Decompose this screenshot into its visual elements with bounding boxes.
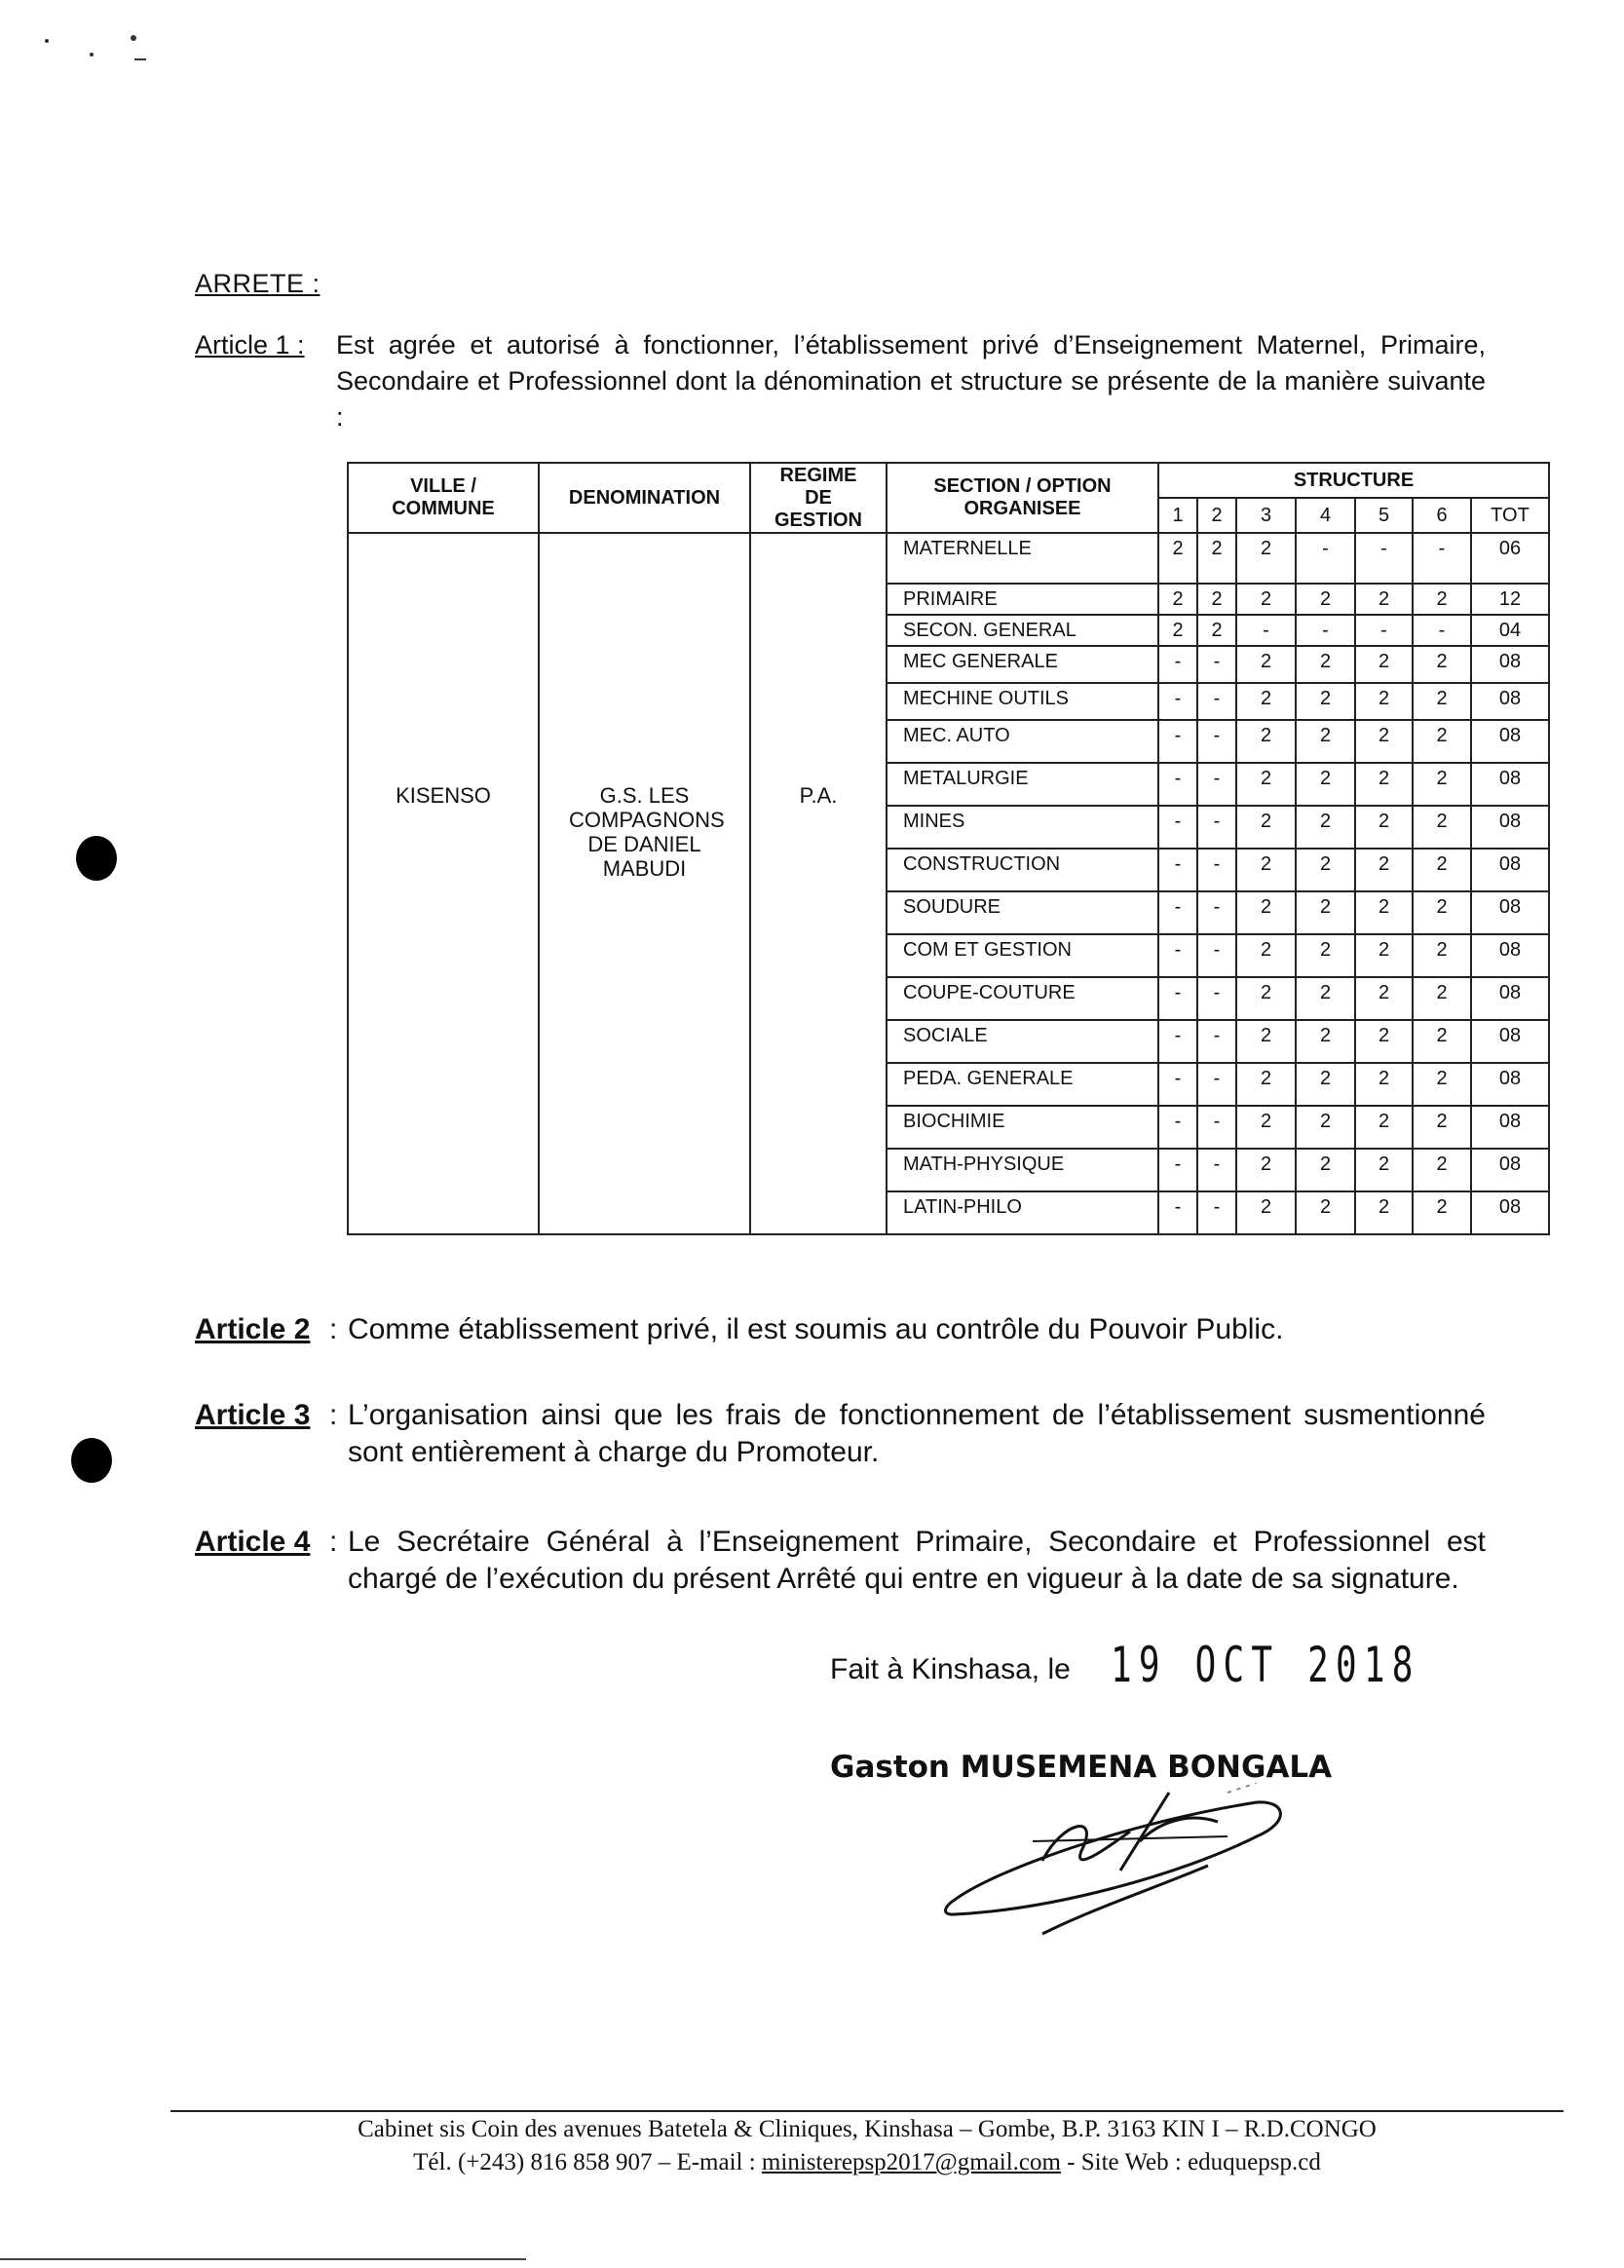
structure-value-cell: -	[1197, 1191, 1236, 1234]
article-3-label: Article 3	[195, 1399, 311, 1431]
structure-value-cell: -	[1158, 1020, 1197, 1063]
structure-value-cell: 04	[1471, 615, 1549, 646]
structure-value-cell: -	[1197, 849, 1236, 891]
article-2	[195, 1311, 1486, 1348]
structure-value-cell: 08	[1471, 1149, 1549, 1191]
structure-value-cell: -	[1158, 1149, 1197, 1191]
structure-value-cell: 2	[1413, 977, 1471, 1020]
footer-email-link[interactable]: ministerepsp2017@gmail.com	[761, 2149, 1061, 2175]
structure-value-cell: 2	[1236, 646, 1296, 683]
signatory-name: Gaston MUSEMENA BONGALA	[830, 1750, 1333, 1785]
section-cell: BIOCHIMIE	[887, 1106, 1158, 1149]
header-ville: VILLE / COMMUNE	[348, 463, 539, 533]
footer-address: Cabinet sis Coin des avenues Batetela & Cliniques, Kinshasa – Gombe, B.P. 3163 KIN I – R.D.CONGO	[358, 2116, 1377, 2142]
structure-value-cell: 12	[1471, 584, 1549, 615]
structure-value-cell: 08	[1471, 977, 1549, 1020]
structure-value-cell: 2	[1355, 1191, 1413, 1234]
structure-value-cell: -	[1197, 1020, 1236, 1063]
structure-table	[347, 462, 1550, 1235]
structure-value-cell: 08	[1471, 683, 1549, 720]
structure-value-cell: 2	[1355, 720, 1413, 763]
structure-value-cell: 2	[1236, 1063, 1296, 1106]
structure-value-cell: 08	[1471, 934, 1549, 977]
structure-value-cell: 2	[1236, 891, 1296, 934]
structure-value-cell: -	[1197, 683, 1236, 720]
section-cell: METALURGIE	[887, 763, 1158, 806]
structure-value-cell: 2	[1413, 646, 1471, 683]
structure-value-cell: 2	[1296, 763, 1355, 806]
section-cell: PEDA. GENERALE	[887, 1063, 1158, 1106]
footer-phone: Tél. (+243) 816 858 907 – E-mail :	[413, 2149, 756, 2175]
structure-value-cell: -	[1158, 763, 1197, 806]
section-cell: MECHINE OUTILS	[887, 683, 1158, 720]
structure-value-cell: 2	[1413, 683, 1471, 720]
section-cell: SOCIALE	[887, 1020, 1158, 1063]
structure-value-cell: -	[1197, 1106, 1236, 1149]
structure-value-cell: -	[1158, 806, 1197, 849]
structure-value-cell: 2	[1296, 720, 1355, 763]
structure-value-cell: 2	[1413, 1063, 1471, 1106]
structure-value-cell: 2	[1413, 720, 1471, 763]
section-cell: MINES	[887, 806, 1158, 849]
article-4-label: Article 4	[195, 1526, 311, 1558]
structure-col-header: 2	[1197, 498, 1236, 533]
footer-website: - Site Web : eduquepsp.cd	[1067, 2149, 1321, 2175]
scan-speck	[134, 58, 146, 60]
structure-value-cell: 2	[1236, 977, 1296, 1020]
section-cell: PRIMAIRE	[887, 584, 1158, 615]
structure-value-cell: 2	[1158, 584, 1197, 615]
article-4-separator: :	[329, 1526, 338, 1558]
structure-value-cell: 2	[1158, 615, 1197, 646]
table-row	[348, 533, 1549, 584]
structure-value-cell: 2	[1236, 1149, 1296, 1191]
structure-col-header: 6	[1413, 498, 1471, 533]
structure-value-cell: 2	[1355, 1106, 1413, 1149]
structure-value-cell: 08	[1471, 891, 1549, 934]
structure-value-cell: 08	[1471, 1020, 1549, 1063]
scan-speck	[131, 35, 136, 41]
structure-value-cell: -	[1197, 763, 1236, 806]
structure-value-cell: 08	[1471, 806, 1549, 849]
structure-value-cell: -	[1158, 720, 1197, 763]
section-cell: COM ET GESTION	[887, 934, 1158, 977]
article-4-text: Le Secrétaire Général à l’Enseignement Primaire, Secondaire et Professionnel est chargé de l’exécution du présent Arrêté qui entre en vigueur à la date de sa signature.	[348, 1526, 1486, 1595]
structure-value-cell: 2	[1296, 849, 1355, 891]
structure-value-cell: 2	[1413, 1106, 1471, 1149]
structure-value-cell: -	[1355, 533, 1413, 584]
section-cell: CONSTRUCTION	[887, 849, 1158, 891]
structure-value-cell: -	[1413, 533, 1471, 584]
punch-hole	[76, 836, 117, 881]
structure-value-cell: 08	[1471, 1106, 1549, 1149]
structure-value-cell: 2	[1236, 683, 1296, 720]
section-cell: MATH-PHYSIQUE	[887, 1149, 1158, 1191]
footer-contact	[170, 2149, 1564, 2176]
structure-value-cell: 2	[1413, 1020, 1471, 1063]
structure-value-cell: 2	[1296, 584, 1355, 615]
structure-value-cell: -	[1296, 533, 1355, 584]
article-2-separator: :	[329, 1313, 338, 1345]
scan-speck	[90, 53, 94, 57]
structure-value-cell: -	[1158, 934, 1197, 977]
structure-value-cell: 08	[1471, 1191, 1549, 1234]
structure-value-cell: 2	[1236, 934, 1296, 977]
structure-value-cell: 06	[1471, 533, 1549, 584]
section-cell: SOUDURE	[887, 891, 1158, 934]
header-section: SECTION / OPTION ORGANISEE	[887, 463, 1158, 533]
article-1-label: Article 1 :	[195, 330, 305, 359]
structure-value-cell: 2	[1296, 1191, 1355, 1234]
structure-value-cell: 2	[1355, 584, 1413, 615]
structure-value-cell: 2	[1355, 763, 1413, 806]
structure-value-cell: 2	[1413, 1149, 1471, 1191]
structure-value-cell: 2	[1236, 720, 1296, 763]
article-1	[195, 327, 1486, 435]
structure-value-cell: -	[1158, 1191, 1197, 1234]
structure-value-cell: 2	[1355, 849, 1413, 891]
section-cell: COUPE-COUTURE	[887, 977, 1158, 1020]
structure-col-header: 3	[1236, 498, 1296, 533]
structure-value-cell: 08	[1471, 763, 1549, 806]
structure-value-cell: 2	[1355, 1149, 1413, 1191]
structure-value-cell: 08	[1471, 1063, 1549, 1106]
structure-col-header: 5	[1355, 498, 1413, 533]
structure-value-cell: 2	[1413, 806, 1471, 849]
structure-value-cell: 2	[1197, 533, 1236, 584]
structure-value-cell: 2	[1197, 615, 1236, 646]
structure-value-cell: -	[1236, 615, 1296, 646]
structure-value-cell: 2	[1296, 1063, 1355, 1106]
structure-value-cell: -	[1158, 646, 1197, 683]
article-3-separator: :	[329, 1399, 338, 1431]
date-stamp: 19 OCT 2018	[1111, 1637, 1420, 1693]
header-denomination: DENOMINATION	[539, 463, 750, 533]
structure-value-cell: -	[1158, 849, 1197, 891]
structure-value-cell: 2	[1236, 533, 1296, 584]
structure-value-cell: 08	[1471, 646, 1549, 683]
structure-value-cell: 2	[1296, 646, 1355, 683]
structure-value-cell: 2	[1296, 977, 1355, 1020]
article-4	[195, 1524, 1486, 1598]
section-cell: MEC GENERALE	[887, 646, 1158, 683]
structure-col-header: TOT	[1471, 498, 1549, 533]
structure-value-cell: 2	[1355, 1020, 1413, 1063]
section-cell: MATERNELLE	[887, 533, 1158, 584]
structure-value-cell: -	[1197, 720, 1236, 763]
structure-value-cell: 2	[1413, 849, 1471, 891]
structure-value-cell: 2	[1296, 1106, 1355, 1149]
structure-value-cell: -	[1197, 891, 1236, 934]
structure-value-cell: -	[1158, 977, 1197, 1020]
header-structure: STRUCTURE	[1158, 463, 1549, 498]
structure-value-cell: 2	[1355, 1063, 1413, 1106]
header-regime: REGIME DE GESTION	[750, 463, 887, 533]
structure-value-cell: 2	[1296, 806, 1355, 849]
structure-value-cell: 2	[1413, 934, 1471, 977]
structure-value-cell: 2	[1413, 1191, 1471, 1234]
structure-value-cell: 2	[1296, 1149, 1355, 1191]
structure-value-cell: 2	[1413, 891, 1471, 934]
structure-value-cell: 2	[1236, 806, 1296, 849]
structure-value-cell: 2	[1197, 584, 1236, 615]
structure-value-cell: 2	[1355, 934, 1413, 977]
structure-value-cell: -	[1296, 615, 1355, 646]
section-cell: MEC. AUTO	[887, 720, 1158, 763]
structure-value-cell: -	[1413, 615, 1471, 646]
structure-value-cell: -	[1197, 1149, 1236, 1191]
structure-value-cell: -	[1355, 615, 1413, 646]
structure-value-cell: -	[1158, 1063, 1197, 1106]
structure-value-cell: 08	[1471, 849, 1549, 891]
structure-value-cell: 2	[1296, 891, 1355, 934]
ville-cell: KISENSO	[348, 533, 539, 1234]
section-cell: LATIN-PHILO	[887, 1191, 1158, 1234]
structure-value-cell: -	[1197, 646, 1236, 683]
structure-value-cell: 2	[1236, 849, 1296, 891]
structure-value-cell: -	[1197, 977, 1236, 1020]
structure-value-cell: 2	[1355, 891, 1413, 934]
article-2-text: Comme établissement privé, il est soumis au contrôle du Pouvoir Public.	[348, 1313, 1284, 1345]
structure-value-cell: 2	[1296, 1020, 1355, 1063]
structure-value-cell: 2	[1413, 763, 1471, 806]
arrete-heading: ARRETE :	[195, 269, 321, 298]
structure-value-cell: 2	[1355, 806, 1413, 849]
structure-col-header: 4	[1296, 498, 1355, 533]
structure-value-cell: 2	[1236, 584, 1296, 615]
article-3	[195, 1397, 1486, 1471]
footer-divider	[170, 2110, 1564, 2112]
structure-value-cell: 2	[1355, 646, 1413, 683]
section-cell: SECON. GENERAL	[887, 615, 1158, 646]
structure-value-cell: 2	[1296, 683, 1355, 720]
punch-hole	[71, 1438, 112, 1483]
structure-value-cell: -	[1158, 1106, 1197, 1149]
structure-value-cell: 2	[1236, 1191, 1296, 1234]
structure-value-cell: 2	[1158, 533, 1197, 584]
handwritten-signature	[935, 1783, 1344, 1978]
structure-value-cell: 2	[1355, 683, 1413, 720]
fait-a-kinshasa: Fait à Kinshasa, le	[830, 1653, 1071, 1685]
structure-value-cell: -	[1158, 891, 1197, 934]
article-3-text: L’organisation ainsi que les frais de fonctionnement de l’établissement susmentionné sont entièrement à charge du Promoteur.	[348, 1399, 1486, 1468]
structure-value-cell: 08	[1471, 720, 1549, 763]
structure-value-cell: -	[1197, 934, 1236, 977]
structure-value-cell: -	[1158, 683, 1197, 720]
structure-value-cell: 2	[1236, 1020, 1296, 1063]
structure-value-cell: 2	[1413, 584, 1471, 615]
structure-value-cell: -	[1197, 1063, 1236, 1106]
structure-value-cell: 2	[1236, 763, 1296, 806]
bottom-edge-line	[0, 2258, 526, 2260]
structure-col-header: 1	[1158, 498, 1197, 533]
scan-speck	[45, 39, 49, 43]
structure-value-cell: 2	[1296, 934, 1355, 977]
regime-cell: P.A.	[750, 533, 887, 1234]
structure-value-cell: 2	[1236, 1106, 1296, 1149]
article-2-label: Article 2	[195, 1313, 311, 1345]
structure-value-cell: 2	[1355, 977, 1413, 1020]
article-1-text: Est agrée et autorisé à fonctionner, l’établissement privé d’Enseignement Maternel, Primaire, Secondaire et Professionnel dont la dénomination et structure se présente de la manière suivante :	[336, 330, 1486, 432]
denomination-cell: G.S. LES COMPAGNONS DE DANIEL MABUDI	[539, 533, 750, 1234]
structure-value-cell: -	[1197, 806, 1236, 849]
